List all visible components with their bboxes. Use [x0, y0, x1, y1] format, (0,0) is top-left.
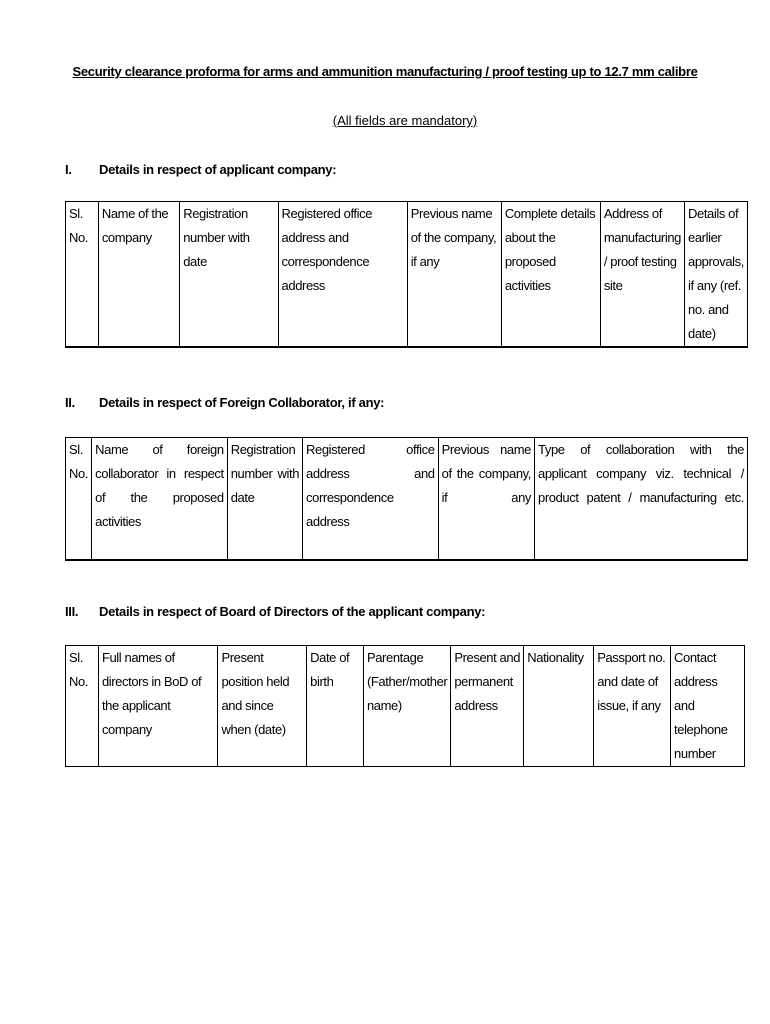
table-row: [66, 202, 748, 348]
column-header-date-of-birth: Date of birth: [307, 646, 364, 767]
column-header-parentage: Parentage (Father/mother name): [363, 646, 450, 767]
column-header-previous-name: Previous name of the company, if any: [438, 438, 534, 561]
section-number: III.: [65, 604, 79, 619]
column-header-nationality: Nationality: [524, 646, 594, 767]
column-header-previous-name: Previous name of the company, if any: [407, 202, 501, 348]
column-header-collaboration-type: Type of collaboration with the applicant company viz. technical / product patent / manufacturing etc.: [535, 438, 748, 561]
section-title: Details in respect of Board of Directors of the applicant company:: [99, 604, 486, 619]
column-header-director-names: Full names of directors in BoD of the applicant company: [98, 646, 218, 767]
column-header-office-address: Registered office address and correspondence address: [278, 202, 407, 348]
column-header-contact: Contact address and telephone number: [671, 646, 745, 767]
column-header-registration: Registration number with date: [227, 438, 302, 561]
column-header-present-position: Present position held and since when (date): [218, 646, 307, 767]
section-title: Details in respect of applicant company:: [99, 162, 337, 177]
column-header-address: Present and permanent address: [451, 646, 524, 767]
column-header-collaborator-name: Name of foreign collaborator in respect of the proposed activities: [92, 438, 228, 561]
column-header-office-address: Registered office address and correspondence address: [303, 438, 439, 561]
table-row: [66, 646, 745, 767]
section-title: Details in respect of Foreign Collaborator, if any:: [99, 395, 385, 410]
column-header-registration: Registration number with date: [180, 202, 278, 348]
column-header-sl-no: Sl. No.: [66, 202, 99, 348]
column-header-proposed-activities: Complete details about the proposed activities: [501, 202, 600, 348]
column-header-earlier-approvals: Details of earlier approvals, if any (ref. no. and date): [685, 202, 748, 348]
column-header-sl-no: Sl. No.: [66, 438, 92, 561]
document-title: Security clearance proforma for arms and ammunition manufacturing / proof testing up to 12.7 mm calibre: [72, 64, 698, 79]
foreign-collaborator-table: [65, 437, 748, 561]
section-number: I.: [65, 162, 72, 177]
applicant-company-table: [65, 201, 748, 348]
section-number: II.: [65, 395, 75, 410]
column-header-sl-no: Sl. No.: [66, 646, 99, 767]
section-2-heading: [65, 395, 384, 410]
column-header-passport: Passport no. and date of issue, if any: [594, 646, 671, 767]
table-row: [66, 438, 748, 561]
document-subtitle: (All fields are mandatory): [332, 113, 478, 128]
column-header-company-name: Name of the company: [98, 202, 179, 348]
column-header-site-address: Address of manufacturing / proof testing site: [600, 202, 684, 348]
section-1-heading: [65, 162, 336, 177]
section-3-heading: [65, 604, 485, 619]
board-of-directors-table: [65, 645, 745, 767]
